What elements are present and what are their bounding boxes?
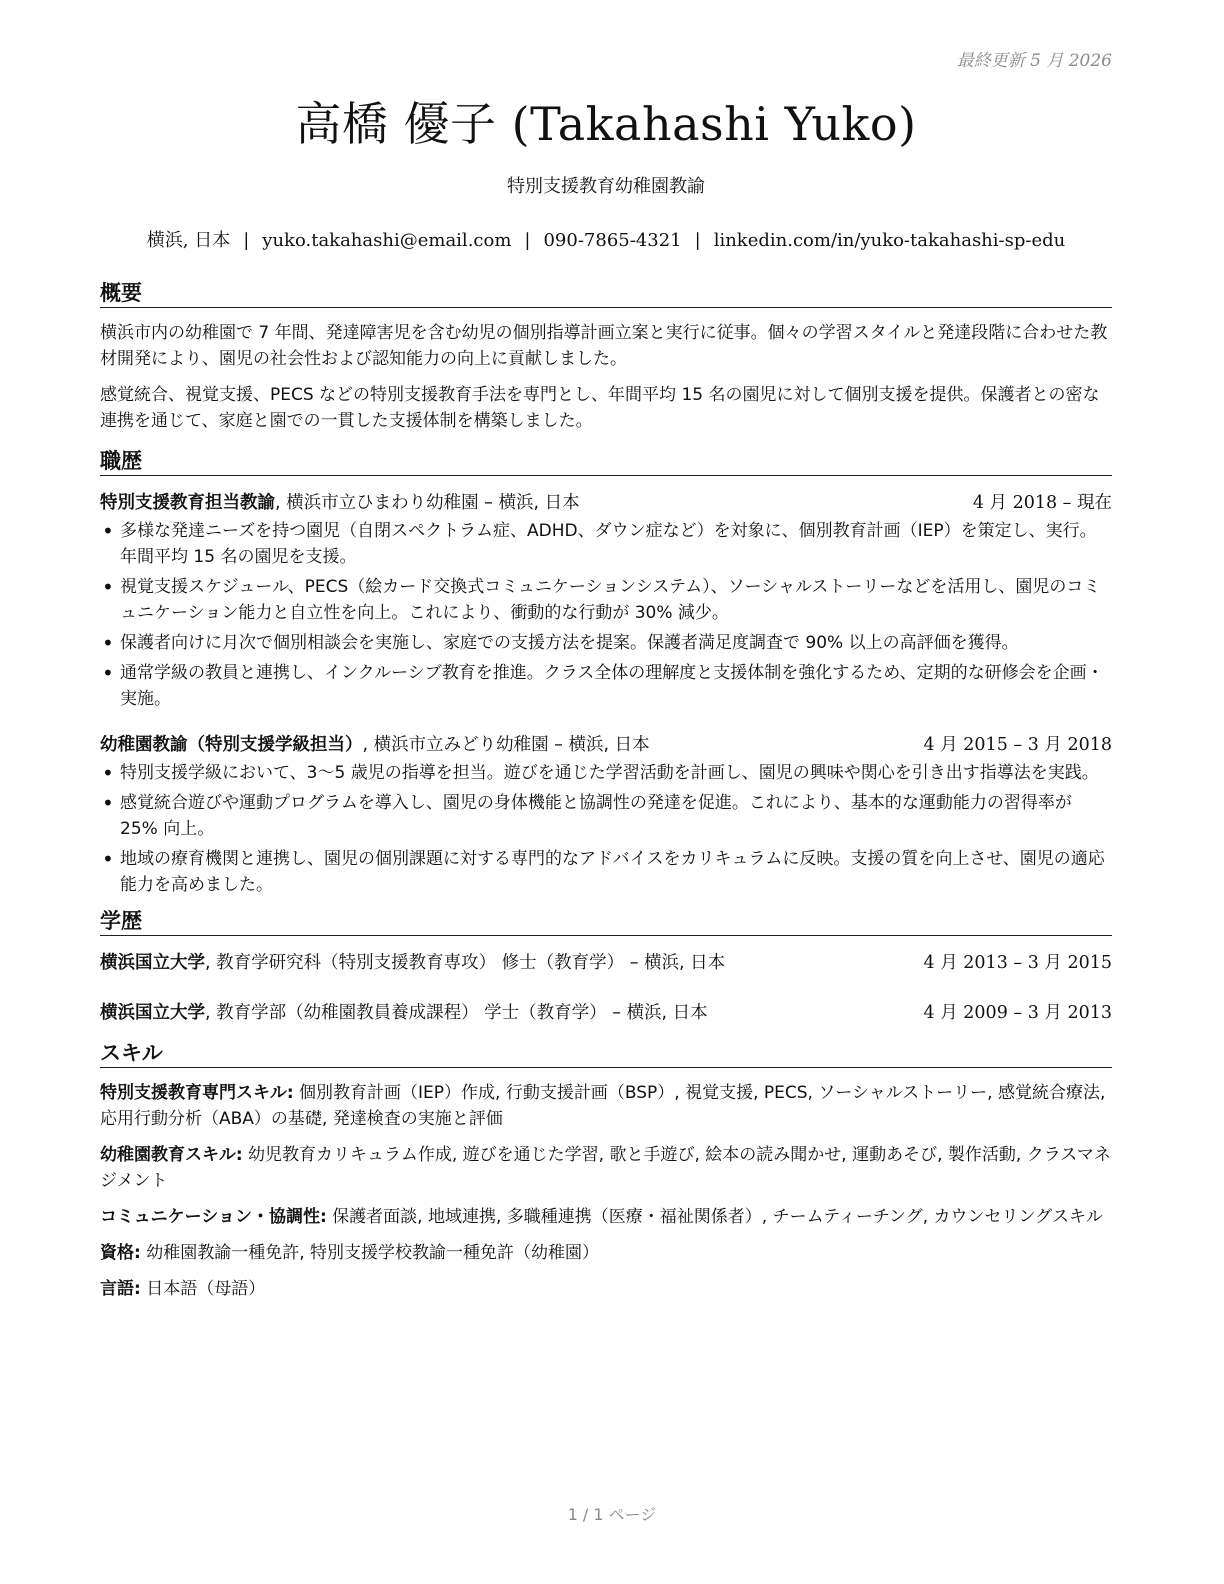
job-entry (100, 732, 1112, 898)
summary-section (100, 280, 1112, 434)
contact-separator: | (243, 230, 250, 251)
skill-label: 幼稚園教育スキル: (100, 1145, 243, 1165)
job-bullet: • 感覚統合遊びや運動プログラムを導入し、園児の身体機能と協調性の発達を促進。これにより、基本的な運動能力の習得率が 25% 向上。 (100, 790, 1112, 842)
skill-label: コミュニケーション・協調性: (100, 1207, 327, 1227)
section-title-education: 学歴 (100, 908, 1112, 936)
job-bullet: • 特別支援学級において、3〜5 歳児の指導を担当。遊びを通じた学習活動を計画し、園児の興味や関心を引き出す指導法を実践。 (100, 760, 1112, 786)
contact-separator: | (694, 230, 701, 251)
job-bullet: • 視覚支援スケジュール、PECS（絵カード交換式コミュニケーションシステム）、ソーシャルストーリーなどを活用し、園児のコミュニケーション能力と自立性を向上。これにより、衝動的な行動が 30% 減少。 (100, 574, 1112, 626)
resume-page (100, 0, 1112, 1584)
job-bullets (100, 760, 1112, 898)
summary-paragraph: 感覚統合、視覚支援、PECS などの特別支援教育手法を専門とし、年間平均 15 名の園児に対して個別支援を提供。保護者との密な連携を通じて、家庭と園での一貫した支援体制を構築しました。 (100, 385, 1100, 431)
job-role: 特別支援教育担当教諭 (100, 493, 275, 513)
job-bullet: • 通常学級の教員と連携し、インクルーシブ教育を推進。クラス全体の理解度と支援体制を強化するため、定期的な研修会を企画・実施。 (100, 660, 1112, 712)
skill-value: 保護者面談, 地域連携, 多職種連携（医療・福祉関係者）, チームティーチング, カウンセリングスキル (326, 1207, 1103, 1227)
skill-item (100, 1240, 1112, 1266)
skill-label: 資格: (100, 1243, 141, 1263)
education-school: 横浜国立大学 (100, 1003, 205, 1023)
job-dates: 4 月 2018 – 現在 (972, 493, 1112, 513)
section-title-experience: 職歴 (100, 448, 1112, 476)
job-bullet: • 地域の療育機関と連携し、園児の個別課題に対する専門的なアドバイスをカリキュラムに反映。支援の質を向上させ、園児の適応能力を高めました。 (100, 846, 1112, 898)
education-section (100, 908, 1112, 1026)
skill-item (100, 1080, 1112, 1132)
education-school-detail (100, 1000, 708, 1026)
job-entry (100, 490, 1112, 712)
skill-label: 言語: (100, 1279, 141, 1299)
skills-section (100, 1040, 1112, 1302)
job-org: , 横浜市立みどり幼稚園 – 横浜, 日本 (362, 735, 650, 755)
job-header (100, 490, 1112, 516)
contact-line (100, 226, 1112, 252)
education-dates: 4 月 2009 – 3 月 2013 (923, 1003, 1112, 1023)
job-role: 幼稚園教諭（特別支援学級担当） (100, 735, 363, 755)
skill-value: 個別教育計画（IEP）作成, 行動支援計画（BSP）, 視覚支援, PECS, ソーシャルストーリー, 感覚統合療法, 応用行動分析（ABA）の基礎, 発達検査の実施と評価 (100, 1083, 1106, 1129)
education-entry (100, 1000, 1112, 1026)
contact-linkedin-link[interactable]: linkedin.com/in/yuko-takahashi-sp-edu (713, 230, 1066, 251)
contact-phone: 090-7865-4321 (543, 230, 682, 251)
job-bullet: • 多様な発達ニーズを持つ園児（自閉スペクトラム症、ADHD、ダウン症など）を対象に、個別教育計画（IEP）を策定し、実行。年間平均 15 名の園児を支援。 (100, 518, 1112, 570)
skill-item (100, 1204, 1112, 1230)
section-title-summary: 概要 (100, 280, 1112, 308)
job-dates: 4 月 2015 – 3 月 2018 (923, 735, 1112, 755)
education-detail: , 教育学研究科（特別支援教育専攻） 修士（教育学） – 横浜, 日本 (205, 953, 726, 973)
education-school-detail (100, 950, 725, 976)
section-title-skills: スキル (100, 1040, 1112, 1068)
job-bullets (100, 518, 1112, 712)
job-header (100, 732, 1112, 758)
job-org: , 横浜市立ひまわり幼稚園 – 横浜, 日本 (275, 493, 580, 513)
skill-label: 特別支援教育専門スキル: (100, 1083, 294, 1103)
candidate-name: 高橋 優子 (Takahashi Yuko) (295, 97, 917, 151)
summary-paragraph: 横浜市内の幼稚園で 7 年間、発達障害児を含む幼児の個別指導計画立案と実行に従事。個々の学習スタイルと発達段階に合わせた教材開発により、園児の社会性および認知能力の向上に貢献しました。 (100, 323, 1108, 369)
skill-item (100, 1276, 1112, 1302)
education-dates: 4 月 2013 – 3 月 2015 (923, 953, 1112, 973)
contact-location: 横浜, 日本 (146, 230, 231, 251)
experience-section (100, 448, 1112, 898)
education-detail: , 教育学部（幼稚園教員養成課程） 学士（教育学） – 横浜, 日本 (205, 1003, 708, 1023)
last-updated: 最終更新 5 月 2026 (956, 51, 1112, 71)
page-indicator: 1 / 1 ページ (567, 1505, 657, 1524)
education-school: 横浜国立大学 (100, 953, 205, 973)
skill-value: 幼稚園教諭一種免許, 特別支援学校教諭一種免許（幼稚園） (140, 1243, 600, 1263)
job-role-org (100, 732, 650, 758)
job-title: 特別支援教育幼稚園教諭 (507, 176, 705, 197)
contact-separator: | (524, 230, 531, 251)
skill-value: 日本語（母語） (140, 1279, 266, 1299)
skill-item (100, 1142, 1112, 1194)
contact-email-link[interactable]: yuko.takahashi@email.com (262, 230, 512, 251)
skill-value: 幼児教育カリキュラム作成, 遊びを通じた学習, 歌と手遊び, 絵本の読み聞かせ, 運動あそび, 製作活動, クラスマネジメント (100, 1145, 1111, 1191)
job-role-org (100, 490, 580, 516)
education-entry (100, 950, 1112, 976)
resume-content (100, 280, 1112, 1312)
job-bullet: • 保護者向けに月次で個別相談会を実施し、家庭での支援方法を提案。保護者満足度調査で 90% 以上の高評価を獲得。 (100, 630, 1112, 656)
